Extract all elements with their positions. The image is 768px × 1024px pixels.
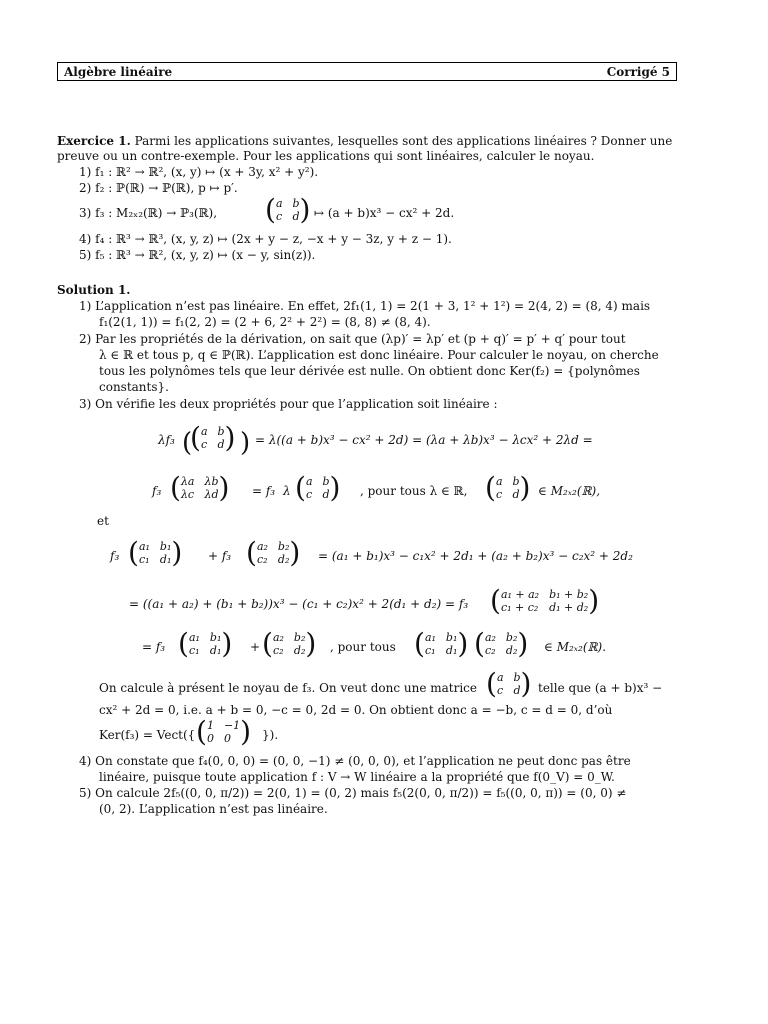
eq2-end: ∈ M₂ₓ₂(ℝ),: [538, 484, 601, 498]
solution-3-line: 3) On vérifie les deux propriétés pour que l’application soit linéaire :: [79, 397, 498, 411]
matrix-cell: d: [217, 438, 225, 451]
matrix-cell: a₁: [424, 631, 436, 644]
matrix-m1-eq3: [128, 536, 183, 569]
bracket-left: (: [178, 627, 189, 660]
matrix-cell: d: [292, 210, 300, 223]
matrix-cell: c₁: [138, 553, 150, 566]
matrix-abcd-eq2: [295, 471, 341, 504]
matrix-cells: [276, 197, 300, 223]
matrix-cell: b: [512, 475, 520, 488]
exercise-title: Exercice 1.: [57, 134, 131, 148]
kernel-line-1b: telle que (a + b)x³ −: [538, 681, 663, 695]
bracket-left: (: [128, 536, 139, 569]
matrix-m2-eq5: [262, 627, 317, 660]
matrix-cell: a₂: [484, 631, 496, 644]
matrix-cell: d₁: [209, 644, 222, 657]
bracket-left: (: [474, 627, 485, 660]
matrix-cells: [485, 631, 517, 657]
exercise-item-3: 3) f₃ : M₂ₓ₂(ℝ) → ℙ₃(ℝ),: [79, 206, 218, 220]
matrix-cell: d: [512, 488, 520, 501]
eq2-forall: , pour tous λ ∈ ℝ,: [360, 484, 468, 498]
solution-title: Solution 1.: [57, 283, 131, 297]
matrix-cell: b: [292, 197, 300, 210]
matrix-cells: [189, 631, 221, 657]
bracket-right: ): [305, 627, 317, 660]
matrix-cell: 0: [223, 732, 231, 745]
bracket-left: (: [262, 627, 273, 660]
bracket-right: ): [517, 627, 529, 660]
matrix-abcd-eq2b: [485, 471, 531, 504]
matrix-cell: 0: [206, 732, 214, 745]
matrix-cell: d₁: [159, 553, 172, 566]
matrix-cell: a₂: [256, 540, 268, 553]
matrix-cell: c₂: [256, 553, 268, 566]
exercise-item-2: 2) f₂ : ℙ(ℝ) → ℙ(ℝ), p ↦ p′.: [79, 181, 238, 195]
eq1-rhs: = λ((a + b)x³ − cx² + 2d) = (λa + λb)x³ − λcx² + 2λd =: [255, 433, 593, 447]
matrix-cell: d₂: [505, 644, 518, 657]
bracket-left: (: [246, 536, 257, 569]
solution-2-line-d: constants}.: [99, 380, 169, 394]
matrix-abcd-eq1: [190, 421, 236, 454]
matrix-cells: [497, 671, 521, 697]
bracket-left: (: [265, 193, 276, 226]
matrix-cell: b₁: [159, 540, 172, 553]
matrix-cell: d₂: [277, 553, 290, 566]
matrix-sum-eq4: [490, 584, 600, 617]
matrix-m1-eq5: [178, 627, 233, 660]
matrix-cell: 1: [206, 719, 214, 732]
kernel-line-3a: Ker(f₃) = Vect({: [99, 728, 196, 742]
bracket-left: (: [190, 421, 201, 454]
exercise-intro-line-1: [57, 134, 672, 149]
solution-1-line-a: 1) L’application n’est pas linéaire. En effet, 2f₁(1, 1) = 2(1 + 3, 1² + 1²) = 2(4, 2) = (8, 4) mais: [79, 299, 651, 313]
bracket-right: ): [520, 667, 532, 700]
matrix-cells: [273, 631, 305, 657]
matrix-cell: b: [322, 475, 330, 488]
eq3-rhs: = (a₁ + b₁)x³ − c₁x² + 2d₁ + (a₂ + b₂)x³ − c₂x² + 2d₂: [318, 549, 633, 563]
eq5-lhs: = f₃: [142, 640, 166, 654]
matrix-cell: a₁ + a₂: [500, 588, 540, 601]
matrix-cells: [139, 540, 171, 566]
matrix-kernel-basis: [196, 715, 252, 748]
matrix-cell: c: [495, 488, 503, 501]
bracket-left: (: [490, 584, 501, 617]
exercise-item-1: 1) f₁ : ℝ² → ℝ², (x, y) ↦ (x + 3y, x² + y²).: [79, 165, 319, 179]
matrix-cell: b₁: [445, 631, 458, 644]
matrix-cell: a₁: [188, 631, 200, 644]
solution-2-line-c: tous les polynômes tels que leur dérivée est nulle. On obtient donc Ker(f₂) = {polynômes: [99, 364, 640, 378]
matrix-cells: [306, 475, 330, 501]
exercise-item-4: 4) f₄ : ℝ³ → ℝ³, (x, y, z) ↦ (2x + y − z, −x + y − 3z, y + z − 1).: [79, 232, 452, 246]
matrix-cell: λa: [180, 475, 195, 488]
bracket-right: ): [329, 471, 341, 504]
eq2-lambda: λ: [283, 484, 291, 498]
matrix-cells: [425, 631, 457, 657]
matrix-cell: −1: [223, 719, 241, 732]
exercise-intro-line-2: preuve ou un contre-exemple. Pour les applications qui sont linéaires, calculer le noyau.: [57, 149, 595, 163]
solution-2-line-a: 2) Par les propriétés de la dérivation, on sait que (λp)′ = λp′ et (p + q)′ = p′ + q′ pour tout: [79, 332, 626, 346]
matrix-cell: b₁: [209, 631, 222, 644]
matrix-cell: c: [496, 684, 504, 697]
solution-2-line-b: λ ∈ ℝ et tous p, q ∈ ℙ(ℝ). L’application est donc linéaire. Pour calculer le noyau, on cherche: [99, 348, 659, 362]
eq5-plus: +: [250, 640, 261, 654]
matrix-cell: d: [513, 684, 521, 697]
bracket-right: ): [221, 627, 233, 660]
bracket-right: ): [240, 715, 252, 748]
bracket-left: (: [414, 627, 425, 660]
bracket-right: ): [457, 627, 469, 660]
matrix-cell: d₁ + d₂: [549, 601, 589, 614]
matrix-cell: a: [496, 671, 504, 684]
matrix-cell: c₂: [272, 644, 284, 657]
matrix-cell: b: [217, 425, 225, 438]
matrix-cells: [496, 475, 520, 501]
matrix-cell: λb: [204, 475, 219, 488]
matrix-cell: b₂: [277, 540, 290, 553]
matrix-cell: c₁: [424, 644, 436, 657]
bracket-left: (: [485, 471, 496, 504]
matrix-cell: c₁: [188, 644, 200, 657]
matrix-cell: d₂: [293, 644, 306, 657]
matrix-cell: λc: [180, 488, 195, 501]
matrix-cell: b₂: [505, 631, 518, 644]
solution-5-line-a: 5) On calcule 2f₅((0, 0, π/2)) = 2(0, 1) = (0, 2) mais f₅(2(0, 0, π/2)) = f₅((0, 0, π)) = (0, 0) ≠: [79, 786, 627, 800]
matrix-cell: λd: [204, 488, 219, 501]
bracket-right: ): [519, 471, 531, 504]
matrix-cell: a: [275, 197, 283, 210]
matrix-cell: a₁: [138, 540, 150, 553]
solution-4-line-a: 4) On constate que f₄(0, 0, 0) = (0, 0, −1) ≠ (0, 0, 0), et l’application ne peut donc pas être: [79, 754, 631, 768]
eq1-paren-close: ): [240, 428, 251, 458]
matrix-cell: b₂: [293, 631, 306, 644]
eq1-paren-open: (: [182, 428, 193, 458]
solution-5-line-b: (0, 2). L’application n’est pas linéaire.: [99, 802, 328, 816]
matrix-cell: b₁ + b₂: [549, 588, 589, 601]
kernel-line-2: cx² + 2d = 0, i.e. a + b = 0, −c = 0, 2d = 0. On obtient donc a = −b, c = d = 0, d’où: [99, 703, 613, 717]
matrix-cell: c: [305, 488, 313, 501]
eq1-lhs: λf₃: [158, 433, 175, 447]
matrix-cell: d₁: [445, 644, 458, 657]
exercise-item-5: 5) f₅ : ℝ³ → ℝ², (x, y, z) ↦ (x − y, sin(z)).: [79, 248, 316, 262]
bracket-right: ): [218, 471, 230, 504]
matrix-cell: a₂: [272, 631, 284, 644]
solution-1-line-b: f₁(2(1, 1)) = f₁(2, 2) = (2 + 6, 2² + 2²) = (8, 8) ≠ (8, 4).: [99, 315, 431, 329]
matrix-cells: [181, 475, 219, 501]
eq5-forall: , pour tous: [330, 640, 396, 654]
kernel-line-1a: On calcule à présent le noyau de f₃. On veut donc une matrice: [99, 681, 477, 695]
matrix-cells: [257, 540, 289, 566]
sheet-title: Corrigé 5: [606, 64, 670, 79]
bracket-right: ): [171, 536, 183, 569]
exercise-item-3-rhs: ↦ (a + b)x³ − cx² + 2d.: [314, 206, 455, 220]
matrix-m2-eq3: [246, 536, 301, 569]
matrix-cells: [201, 425, 225, 451]
matrix-m1-eq5b: [414, 627, 469, 660]
bracket-left: (: [295, 471, 306, 504]
matrix-cell: c: [275, 210, 283, 223]
eq5-end: ∈ M₂ₓ₂(ℝ).: [544, 640, 607, 654]
matrix-cell: c₂: [484, 644, 496, 657]
eq2-lhs: f₃: [152, 484, 162, 498]
matrix-cells: [207, 719, 240, 745]
eq2-mid: = f₃: [252, 484, 276, 498]
bracket-right: ): [289, 536, 301, 569]
matrix-cell: d: [322, 488, 330, 501]
bracket-right: ): [299, 193, 311, 226]
matrix-cell: c: [200, 438, 208, 451]
bracket-right: ): [224, 421, 236, 454]
matrix-cell: a: [305, 475, 313, 488]
exercise-intro-text-1: Parmi les applications suivantes, lesquelles sont des applications linéaires ? Donner une: [134, 134, 673, 148]
matrix-cells: [501, 588, 588, 614]
matrix-cell: a: [200, 425, 208, 438]
bracket-right: ): [588, 584, 600, 617]
bracket-left: (: [170, 471, 181, 504]
eq3-plus: + f₃: [208, 549, 232, 563]
eq3-lhs: f₃: [110, 549, 120, 563]
matrix-abcd-ex3: [265, 193, 311, 226]
page-header: [57, 62, 677, 81]
solution-4-line-b: linéaire, puisque toute application f : V → W linéaire a la propriété que f(0_V) = 0_W.: [99, 770, 615, 784]
matrix-cell: b: [513, 671, 521, 684]
matrix-lambda-eq2: [170, 471, 230, 504]
bracket-left: (: [196, 715, 207, 748]
eq4-line: = ((a₁ + a₂) + (b₁ + b₂))x³ − (c₁ + c₂)x² + 2(d₁ + d₂) = f₃: [129, 597, 469, 611]
et-label: et: [97, 514, 109, 528]
matrix-abcd-kernel: [486, 667, 532, 700]
matrix-cell: a: [495, 475, 503, 488]
bracket-left: (: [486, 667, 497, 700]
kernel-line-3b: }).: [262, 728, 279, 742]
matrix-cell: c₁ + c₂: [500, 601, 539, 614]
course-title: Algèbre linéaire: [64, 64, 173, 79]
matrix-m2-eq5b: [474, 627, 529, 660]
